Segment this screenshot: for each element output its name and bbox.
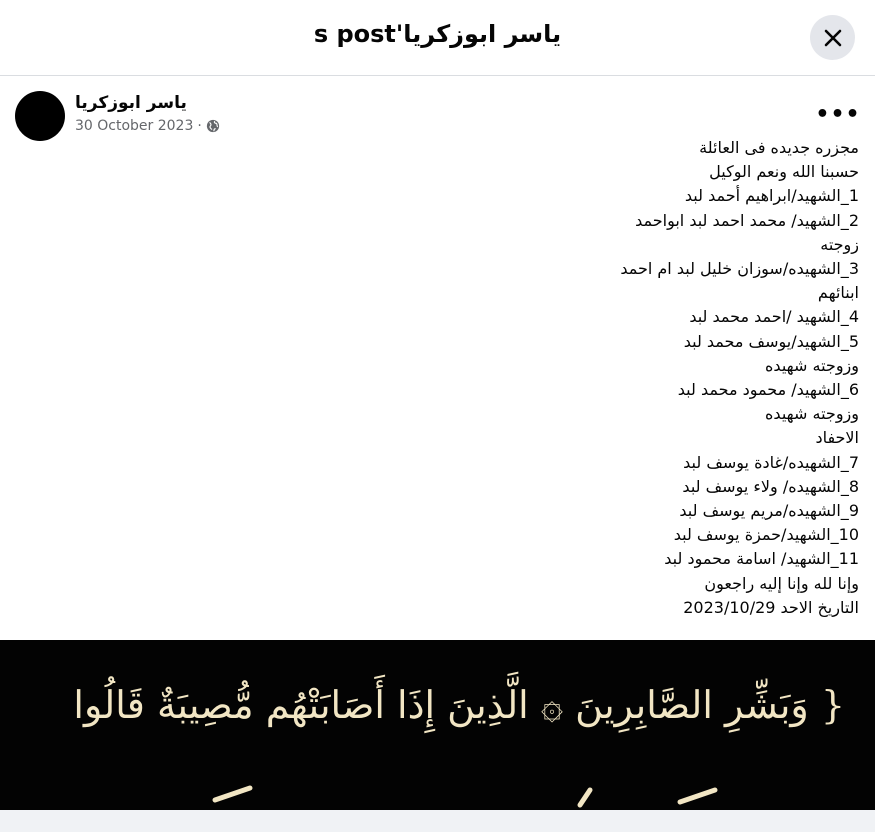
- post-line: ابنائهم: [817, 283, 859, 303]
- post-line: 5_الشهيد/يوسف محمد لبد: [683, 331, 859, 351]
- decorative-stroke: [215, 788, 250, 800]
- post-line: 10_الشهيد/حمزة يوسف لبد: [673, 525, 859, 545]
- post-line: وإنا لله وإنا إليه راجعون: [704, 573, 859, 593]
- post-line: زوجته: [820, 234, 859, 254]
- post-line: 2_الشهيد/ محمد احمد لبد ابواحمد: [635, 210, 859, 230]
- decorative-stroke: [680, 790, 715, 802]
- post-line: وزوجته شهيده: [765, 404, 859, 424]
- post-line: وزوجته شهيده: [765, 355, 859, 375]
- post-line: الاحفاد: [815, 428, 859, 448]
- dialog-title: ياسر ابوزكريا's post: [313, 20, 562, 48]
- post-image[interactable]: [0, 640, 875, 810]
- post-line: 11_الشهيد/ اسامة محمود لبد: [664, 549, 859, 569]
- post-line: التاريخ الاحد 2023/10/29: [683, 597, 859, 617]
- post-date[interactable]: 30 October 2023: [75, 118, 194, 134]
- meta-separator: ·: [197, 118, 202, 134]
- post-line: حسبنا الله ونعم الوكيل: [709, 162, 859, 182]
- globe-icon: [206, 119, 220, 133]
- avatar[interactable]: [15, 91, 65, 141]
- post-line: مجزره جديده فى العائلة: [699, 138, 859, 157]
- decorative-stroke: [580, 790, 590, 805]
- author-name[interactable]: ياسر ابوزكريا: [75, 93, 187, 113]
- post-line: 3_الشهيده/سوزان خليل لبد ام احمد: [620, 259, 859, 279]
- post-line: 7_الشهيده/غادة يوسف لبد: [683, 452, 859, 472]
- footer-bar: [0, 810, 875, 832]
- more-options-button[interactable]: •••: [815, 101, 861, 127]
- post-text: [159, 136, 859, 620]
- dialog-header: [0, 0, 875, 76]
- verse-image: [0, 640, 875, 810]
- post-line: 6_الشهيد/ محمود محمد لبد: [677, 380, 859, 400]
- post-line: 9_الشهيده/مريم يوسف لبد: [679, 501, 859, 521]
- post-line: 8_الشهيده/ ولاء يوسف لبد: [682, 476, 859, 496]
- post-line: 4_الشهيد /احمد محمد لبد: [689, 307, 859, 327]
- post-line: 1_الشهيد/ابراهيم أحمد لبد: [684, 186, 859, 206]
- close-icon: [823, 28, 843, 48]
- post-meta: [75, 118, 220, 134]
- close-button[interactable]: [810, 15, 855, 60]
- verse-text: { وَبَشِّرِ الصَّابِرِينَ ۞ الَّذِينَ إِذَا أَصَابَتْهُم مُّصِيبَةٌ قَالُوا: [73, 683, 845, 727]
